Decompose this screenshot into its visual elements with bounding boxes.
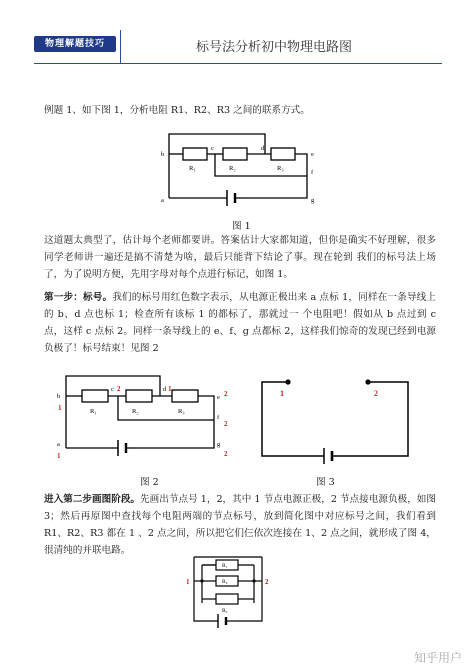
node-label: g bbox=[311, 197, 315, 204]
resistor-label: R₃ bbox=[277, 165, 284, 172]
figure-3-caption: 图 3 bbox=[316, 477, 335, 488]
figure-2-caption: 图 2 bbox=[140, 477, 159, 488]
node-label: e bbox=[217, 394, 220, 401]
node-number: 1 bbox=[57, 452, 61, 460]
column-badge-text: 物理解题技巧 bbox=[44, 39, 105, 49]
figure-1-caption: 图 1 bbox=[232, 221, 251, 232]
watermark: 知乎用户 bbox=[413, 651, 462, 665]
header-rule bbox=[34, 63, 442, 64]
node-label: f bbox=[217, 414, 220, 421]
node-label: b bbox=[57, 393, 61, 400]
node-number: 1 bbox=[168, 385, 172, 393]
node-number: 2 bbox=[224, 390, 228, 398]
figure-2-circuit bbox=[52, 368, 242, 464]
node-label: d bbox=[163, 386, 167, 393]
resistor-label: R₂ bbox=[222, 579, 228, 585]
resistor-label: R₁ bbox=[189, 165, 196, 172]
step-1-body: 我们的标号用红色数字表示，从电源正极出来 a 点标 1，同样在一条导线上的 b、d 点也标 1；检查所有该标 1 的都标了，那就过一 个电阻吧！假如从 b 点过到 c 点，这样 c 点标 2。同样一条导线上的 e、f、g 点都标 2，这样我们惊奇的发现已经到电源负极了！标号结束！见图 2 bbox=[44, 292, 436, 354]
node-number: 2 bbox=[117, 385, 121, 393]
node-label: f bbox=[311, 169, 314, 176]
node-number: 2 bbox=[224, 450, 228, 458]
step-1-text bbox=[44, 289, 436, 357]
intro-text: 这道题太典型了，估计每个老师都要讲。答案估计大家都知道，但你是确实不好理解，很多同学老师讲一遍还是搞不清楚为啥，最后只能背下结论了事。现在轮到 我们的标号法上场了，为了说明方便，先用字母对每个点进行标记，如图 1。 bbox=[44, 235, 436, 280]
node-label: g bbox=[217, 441, 221, 448]
node-number: 1 bbox=[280, 389, 284, 398]
header-divider bbox=[120, 30, 121, 64]
example-text: 例题 1、如下图 1，分析电阻 R1、R2、R3 之间的联系方式。 bbox=[44, 105, 310, 116]
node-label: c bbox=[211, 145, 214, 152]
resistor-label: R₂ bbox=[132, 408, 139, 415]
node-label: d bbox=[261, 145, 265, 152]
node-number: 1 bbox=[58, 404, 62, 412]
node-number: 2 bbox=[265, 578, 269, 586]
node-label: e bbox=[311, 151, 314, 158]
figure-1-circuit bbox=[155, 128, 327, 214]
node-number: 2 bbox=[224, 420, 228, 428]
node-label: a bbox=[161, 197, 164, 204]
node-number: 1 bbox=[186, 578, 190, 586]
node-number: 2 bbox=[374, 389, 378, 398]
step-1-heading: 第一步：标号。 bbox=[44, 292, 113, 303]
resistor-label: R₁ bbox=[222, 563, 228, 569]
figure-4-circuit bbox=[174, 551, 278, 631]
column-badge bbox=[34, 36, 116, 52]
node-label: a bbox=[57, 441, 60, 448]
resistor-label: R₂ bbox=[229, 165, 236, 172]
figure-3-circuit bbox=[248, 370, 428, 470]
page-title: 标号法分析初中物理电路图 bbox=[195, 40, 352, 55]
step-2-body: 先画出节点号 1，2，其中 1 节点电源正极，2 节点接电源负极，如图 3；然后再原图中查找每个电阻两端的节点标号，放到简化图中对应标号之间，我们看到 R1、R2、R3 都在 1 、2 点之间，所以把它们仨依次连接在 1、2 点之间，就形成了图 4，很清纯的并联电路。 bbox=[44, 494, 437, 556]
step-2-heading: 进入第二步画图阶段。 bbox=[44, 494, 141, 505]
resistor-label: R₃ bbox=[222, 608, 228, 614]
node-label: b bbox=[161, 151, 165, 158]
resistor-label: R₁ bbox=[90, 408, 97, 415]
step-2-text bbox=[44, 491, 436, 559]
resistor-label: R₃ bbox=[178, 408, 185, 415]
node-label: c bbox=[111, 386, 114, 393]
